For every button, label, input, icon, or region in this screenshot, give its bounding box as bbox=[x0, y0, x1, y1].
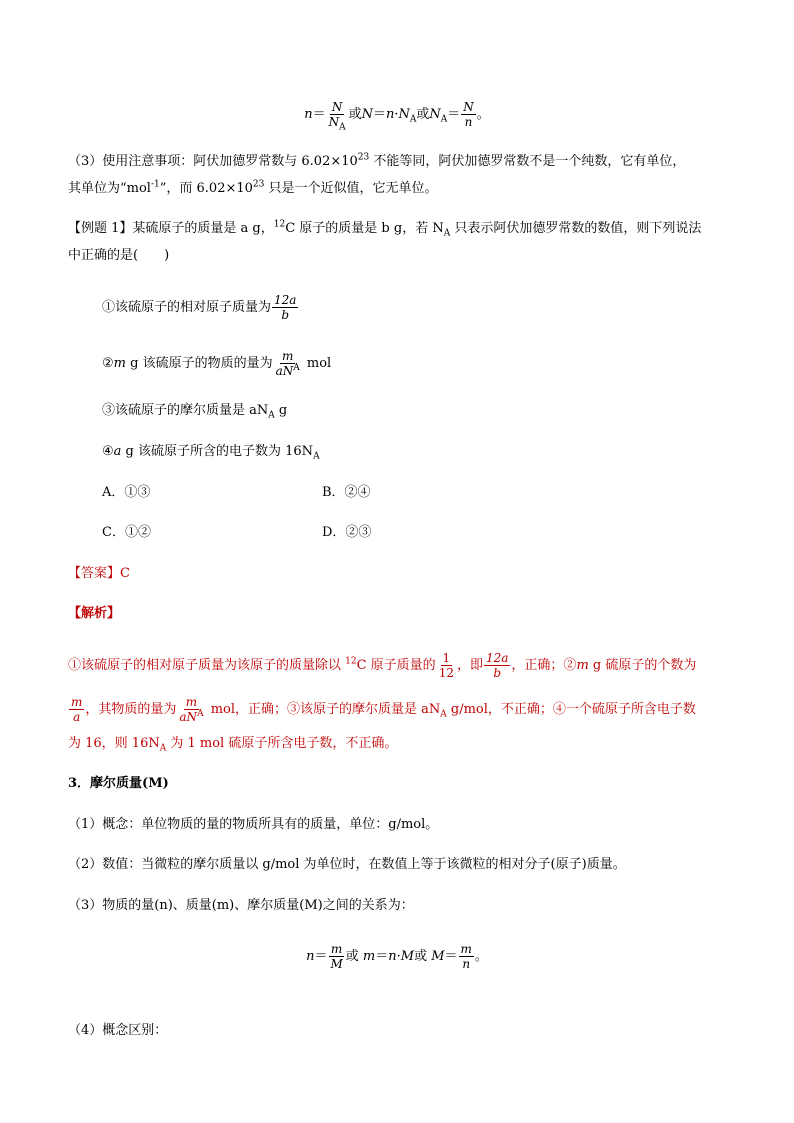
text: （3）使用注意事项：阿伏加德罗常数与 6.02×10 bbox=[68, 154, 358, 169]
option-a[interactable] bbox=[102, 481, 150, 505]
answer bbox=[68, 562, 728, 586]
equals: ＝ bbox=[314, 949, 328, 964]
var-M: M bbox=[431, 949, 445, 964]
n-times-N: n·N bbox=[385, 107, 410, 122]
superscript: 12 bbox=[273, 219, 286, 230]
text: ，其物质的量为 bbox=[85, 702, 177, 717]
text: （1）概念：单位物质的量的物质所具有的质量，单位：g/mol。 bbox=[68, 817, 439, 832]
denominator: N bbox=[328, 115, 340, 129]
fraction-m-over-a bbox=[69, 695, 84, 724]
analysis-line2 bbox=[68, 695, 728, 724]
numerator: m bbox=[185, 695, 198, 709]
equals: ＝ bbox=[375, 949, 389, 964]
text: ② bbox=[102, 356, 114, 371]
text: ，正确；② bbox=[511, 658, 577, 673]
analysis-line1 bbox=[68, 651, 728, 680]
note-usage-line2 bbox=[68, 177, 728, 201]
option-d[interactable] bbox=[322, 521, 371, 545]
denominator: n bbox=[464, 115, 473, 129]
denominator: b bbox=[281, 308, 290, 322]
example-question-line2 bbox=[68, 244, 728, 268]
exponent: 23 bbox=[252, 179, 265, 190]
statement-3 bbox=[102, 399, 762, 423]
text: ①该硫原子的相对原子质量为该原子的质量除以 bbox=[68, 658, 346, 673]
subscript: A bbox=[159, 743, 167, 754]
formula-n-m-M bbox=[0, 942, 794, 971]
section-title: 3．摩尔质量(M) bbox=[68, 776, 169, 791]
text: g 该硫原子所含的电子数为 16N bbox=[121, 444, 314, 459]
option-label: A．①③ bbox=[102, 485, 151, 500]
numerator: m bbox=[71, 695, 83, 709]
exponent: 23 bbox=[357, 152, 370, 163]
numerator: m bbox=[281, 349, 294, 363]
denominator: b bbox=[493, 666, 502, 680]
var-n: n bbox=[304, 107, 313, 122]
text: g 该硫原子的物质的量为 bbox=[125, 356, 273, 371]
subscript: A bbox=[409, 114, 417, 125]
or-text: 或 bbox=[414, 949, 432, 964]
fraction-m-over-M bbox=[328, 942, 344, 971]
equals: ＝ bbox=[447, 107, 461, 122]
superscript: 12 bbox=[345, 656, 357, 667]
fraction-12a-over-b bbox=[484, 651, 510, 680]
text: （3）物质的量(n)、质量(m)、摩尔质量(M)之间的关系为： bbox=[68, 898, 414, 913]
formula-n-na bbox=[0, 100, 794, 133]
analysis-line3 bbox=[68, 732, 728, 756]
text: mol，正确；③该原子的摩尔质量是 aN bbox=[206, 702, 441, 717]
text: ①该硫原子的相对原子质量为 bbox=[102, 300, 272, 315]
text: 只是一个近似值，它无单位。 bbox=[264, 181, 438, 196]
fraction-n-over-na bbox=[327, 100, 348, 133]
fraction-m-over-n bbox=[459, 942, 474, 971]
var-a: a bbox=[113, 444, 122, 459]
var-m: m bbox=[113, 356, 126, 371]
denominator: a bbox=[73, 710, 81, 724]
fraction-m-over-aNA bbox=[274, 349, 302, 378]
fraction-m-over-aNA bbox=[177, 695, 205, 724]
numerator: m bbox=[330, 942, 343, 956]
fraction-12a-over-b bbox=[272, 293, 298, 322]
numerator: m bbox=[460, 942, 472, 956]
fraction-1-over-12 bbox=[437, 651, 456, 680]
equals: ＝ bbox=[444, 949, 458, 964]
option-c[interactable] bbox=[102, 521, 151, 545]
numerator: N bbox=[463, 100, 474, 114]
text: g bbox=[274, 403, 288, 418]
section3-p3 bbox=[68, 894, 728, 918]
denominator: M bbox=[330, 957, 343, 971]
denominator: n bbox=[462, 957, 471, 971]
subscript: A bbox=[440, 709, 447, 720]
period: 。 bbox=[474, 949, 488, 964]
var-m: m bbox=[362, 949, 376, 964]
section-title-molar-mass bbox=[68, 772, 728, 796]
or-text: 或 bbox=[348, 107, 362, 122]
n-times-M: n·M bbox=[388, 949, 415, 964]
analysis-title: 【解析】 bbox=[68, 606, 121, 621]
text: ”，而 6.02×10 bbox=[159, 181, 253, 196]
numerator: 1 bbox=[442, 651, 451, 665]
text: mol bbox=[302, 356, 332, 371]
text: g/mol，不正确；④一个硫原子所含电子数 bbox=[446, 702, 696, 717]
numerator: 12a bbox=[485, 651, 509, 665]
var-NA: N bbox=[429, 107, 441, 122]
period: 。 bbox=[476, 107, 490, 122]
section3-p2 bbox=[68, 853, 728, 877]
analysis-label bbox=[68, 602, 728, 626]
option-label: C．①② bbox=[102, 525, 151, 540]
subscript: A bbox=[293, 363, 300, 373]
statement-4 bbox=[102, 440, 762, 464]
numerator: N bbox=[331, 100, 343, 114]
fraction-N-over-n bbox=[461, 100, 476, 129]
text: C 原子的质量是 b g，若 N bbox=[285, 221, 444, 236]
subscript: A bbox=[440, 114, 448, 125]
equals: ＝ bbox=[312, 107, 326, 122]
text: ③该硫原子的摩尔质量是 aN bbox=[102, 403, 269, 418]
text: 其单位为“mol bbox=[68, 181, 151, 196]
denominator: 12 bbox=[438, 666, 454, 680]
answer-label: 【答案】 bbox=[68, 566, 121, 581]
or-text: 或 bbox=[345, 949, 363, 964]
text: 为 16，则 16N bbox=[68, 736, 160, 751]
option-label: D．②③ bbox=[322, 525, 372, 540]
var-m: m bbox=[576, 658, 589, 673]
denominator: aN bbox=[179, 710, 198, 724]
text: ④ bbox=[102, 444, 114, 459]
statement-1 bbox=[102, 293, 762, 322]
text: ，即 bbox=[456, 658, 483, 673]
exponent: -1 bbox=[150, 179, 160, 190]
numerator: 12a bbox=[274, 293, 297, 307]
var-n: n bbox=[306, 949, 315, 964]
text: 只表示阿伏加德罗常数的数值，则下列说法 bbox=[450, 221, 702, 236]
option-label: B．②④ bbox=[322, 485, 371, 500]
text: 中正确的是( ) bbox=[68, 248, 170, 263]
text: （4）概念区别： bbox=[68, 1023, 168, 1038]
text: 【例题 1】某硫原子的质量是 a g， bbox=[68, 221, 274, 236]
text: （2）数值：当微粒的摩尔质量以 g/mol 为单位时，在数值上等于该微粒的相对分子(原子)质量。 bbox=[68, 857, 626, 872]
option-b[interactable] bbox=[322, 481, 371, 505]
example-question-line1 bbox=[68, 217, 728, 241]
subscript: A bbox=[313, 451, 320, 462]
text: 不能等同，阿伏加德罗常数不是一个纯数，它有单位， bbox=[369, 154, 686, 169]
statement-2 bbox=[102, 349, 762, 378]
text: g 硫原子的个数为 bbox=[588, 658, 697, 673]
subscript: A bbox=[443, 228, 451, 239]
subscript: A bbox=[268, 410, 275, 421]
text: C 原子质量的 bbox=[356, 658, 436, 673]
section3-p4 bbox=[68, 1019, 728, 1043]
answer-value: C bbox=[120, 566, 130, 581]
note-usage-line1 bbox=[68, 150, 728, 174]
section3-p1 bbox=[68, 813, 728, 837]
text: 为 1 mol 硫原子所含电子数，不正确。 bbox=[166, 736, 398, 751]
subscript: A bbox=[197, 709, 204, 719]
or-text: 或 bbox=[416, 107, 430, 122]
subscript: A bbox=[339, 122, 346, 133]
denominator: aN bbox=[275, 364, 294, 378]
var-N: N bbox=[361, 107, 373, 122]
equals: ＝ bbox=[372, 107, 386, 122]
